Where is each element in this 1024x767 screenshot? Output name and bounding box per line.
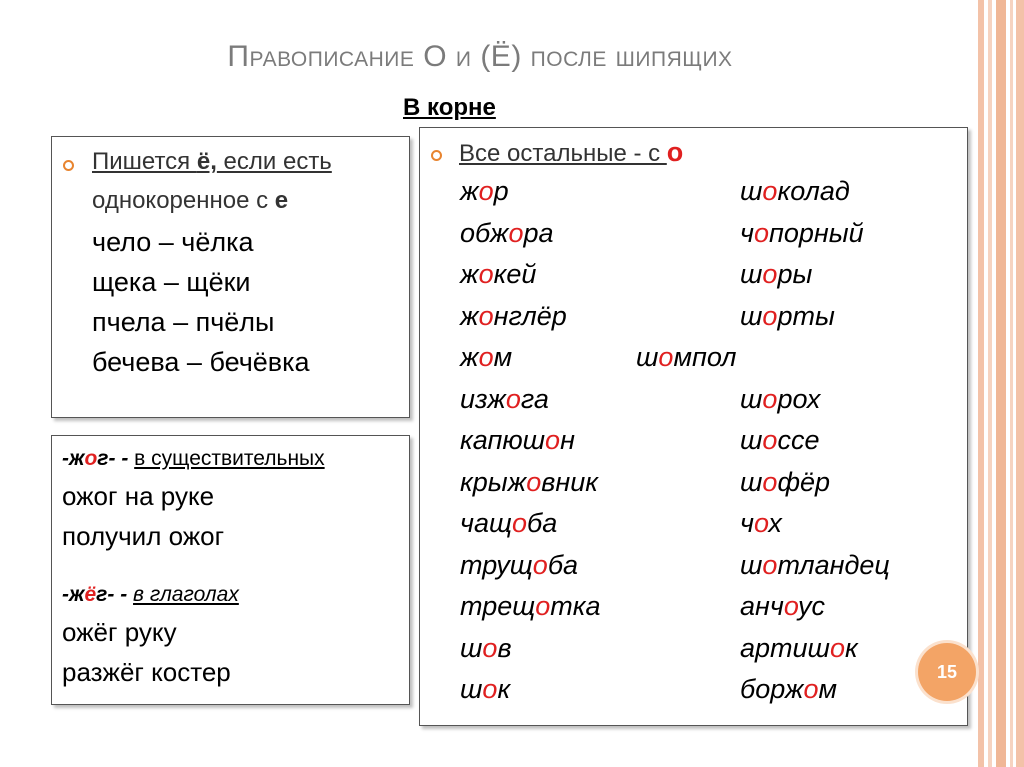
example-line: получил ожог [62, 521, 225, 551]
word-pair: пчела – пчёлы [92, 307, 275, 337]
example-line: ожёг руку [62, 617, 177, 647]
word-col2-8: чох [740, 508, 782, 538]
page-number-badge: 15 [918, 643, 976, 701]
word-col2-7: шофёр [740, 466, 831, 497]
example-line: ожог на руке [62, 481, 215, 511]
yo-rule-text: Пишется ё, если есть однокоренное с е чело – чёлка щека – щёки пчела – пчёлы бечева – бечёвка [92, 144, 332, 382]
word-col1-7: крыжовник [460, 466, 598, 497]
o-rule-heading: Все остальные - с о [459, 137, 684, 167]
word-col1-1: обжора [460, 217, 554, 248]
word-col1-5: изжога [460, 383, 549, 414]
word-col1-0: жор [460, 176, 509, 206]
word-col2-6: шоссе [740, 425, 820, 455]
word-col1-10: трещотка [460, 591, 601, 621]
slide-title: Правописание О и (Ё) после шипящих [227, 40, 733, 73]
example-line: разжёг костер [62, 657, 231, 687]
word-col2-5: шорох [740, 383, 821, 414]
word-col1-8: чащоба [460, 508, 558, 538]
word-col1-6: капюшон [460, 425, 575, 455]
word-col2-11: артишок [740, 632, 858, 663]
word-pair: чело – чёлка [92, 227, 254, 257]
jog-rule-text: -жог- - в существительных ожог на руке получил ожог -жёг- - в глаголах ожёг руку разжёг костер [62, 442, 325, 692]
word-col2-10: анчоус [740, 591, 825, 621]
word-col2-9: шотландец [740, 549, 890, 580]
word-col2-0: шоколад [740, 176, 850, 206]
word-col2-12: боржом [740, 674, 838, 704]
word-col1-9: трущоба [460, 549, 579, 580]
word-col1-2: жокей [460, 259, 537, 289]
decorative-border [978, 0, 1024, 767]
word-col1-11: шов [460, 632, 512, 663]
word-pair: щека – щёки [92, 267, 251, 297]
word-col1-12: шок [460, 674, 511, 704]
word-col1-4: жом [460, 342, 513, 372]
word-col2-2: шоры [740, 259, 813, 289]
word-col2-1: чопорный [740, 217, 864, 248]
word-col1-3: жонглёр [460, 300, 567, 331]
word-col2-3: шорты [740, 300, 835, 331]
word-col2-4: шомпол [636, 342, 737, 372]
word-pair: бечева – бечёвка [92, 347, 310, 377]
bullet-icon [431, 150, 442, 161]
section-subtitle: В корне [403, 94, 496, 121]
bullet-icon [63, 160, 74, 171]
